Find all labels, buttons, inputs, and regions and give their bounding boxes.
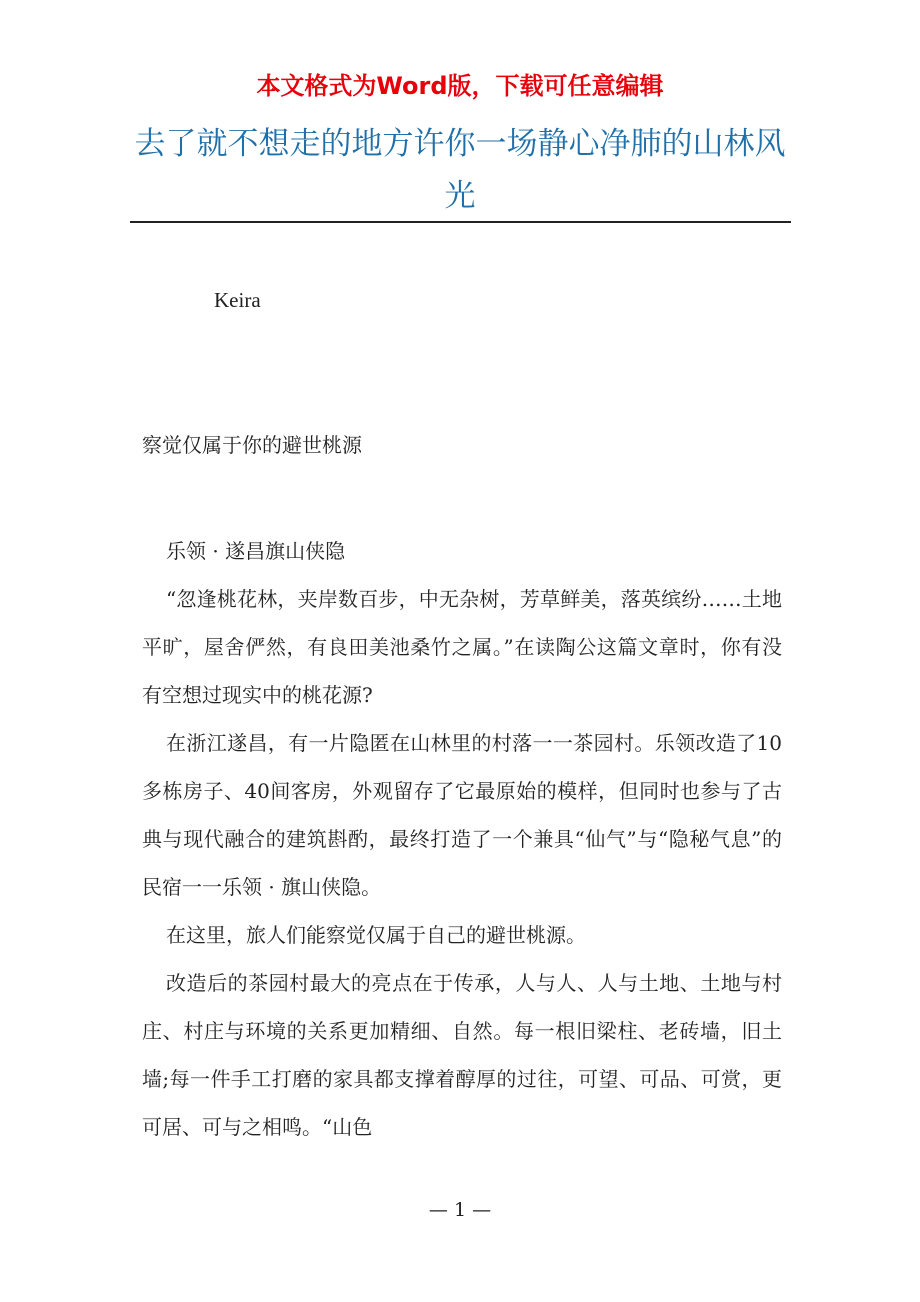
paragraph: 改造后的茶园村最大的亮点在于传承，人与人、人与土地、土地与村庄、村庄与环境的关系更加精细、自然。每一根旧梁柱、老砖墙，旧土墙;每一件手工打磨的家具都支撑着醇厚的过往，可望、可品、可赏，更可居、可与之相鸣。“山色	[142, 971, 782, 1139]
title-divider	[130, 221, 791, 223]
paragraph-subtitle: 乐领 · 遂昌旗山侠隐	[166, 539, 346, 563]
paragraph: “忽逢桃花林，夹岸数百步，中无杂树，芳草鲜美，落英缤纷……土地平旷，屋舍俨然，有良田美池桑竹之属。”在读陶公这篇文章时，你有没有空想过现实中的桃花源?	[142, 587, 782, 707]
paragraph: 在这里，旅人们能察觉仅属于自己的避世桃源。	[166, 923, 586, 947]
page-number: — 1 —	[428, 1199, 492, 1221]
document-title: 去了就不想走的地方许你一场静心净肺的山林风光	[134, 126, 786, 214]
section-heading: 察觉仅属于你的避世桃源	[142, 433, 362, 457]
paragraph: 在浙江遂昌，有一片隐匿在山林里的村落一一茶园村。乐领改造了10多栋房子、40间客房，外观留存了它最原始的模样，但同时也参与了古典与现代融合的建筑斟酌，最终打造了一个兼具“仙气”与“隐秘气息”的民宿一一乐领 · 旗山侠隐。	[142, 731, 782, 899]
download-banner: 本文格式为Word版，下载可任意编辑	[256, 72, 664, 100]
article-body	[142, 527, 782, 1151]
author-name: Keira	[214, 288, 261, 312]
